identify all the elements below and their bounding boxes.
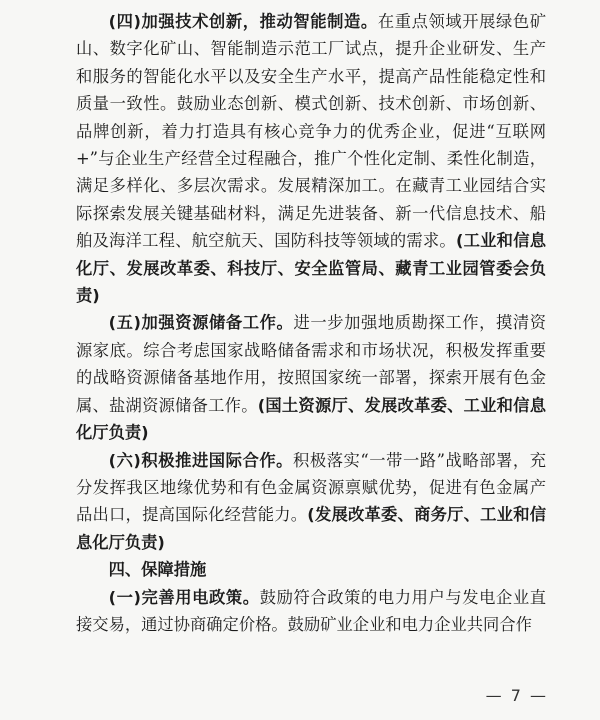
document-body (76, 8, 546, 638)
section-5-body: 进一步加强地质勘探工作，摸清资源家底。综合考虑国家战略储备需求和市场状况，积极发挥重要的战略资源储备基地作用，按照国家统一部署，探索开展有色金属、盐湖资源储备工作。 (76, 313, 546, 415)
power-policy-lead: (一)完善用电政策。 (108, 587, 260, 607)
section-4-responsibility: (工业和信息化厅、发展改革委、科技厅、安全监管局、藏青工业园管委会负责) (76, 231, 546, 306)
section-6-lead: (六)积极推进国际合作。 (108, 450, 294, 470)
section-5-lead: (五)加强资源储备工作。 (108, 313, 294, 333)
section-5-paragraph (76, 309, 546, 446)
power-policy-paragraph (76, 584, 546, 639)
section-4-paragraph (76, 8, 546, 309)
section-5-responsibility: (国土资源厅、发展改革委、工业和信息化厅负责) (76, 395, 546, 443)
power-policy-body: 鼓励符合政策的电力用户与发电企业直接交易，通过协商确定价格。鼓励矿业企业和电力企业共同合作 (76, 587, 546, 634)
section-heading: 四、保障措施 (108, 560, 207, 580)
section-6-body: 积极落实“一带一路”战略部署，充分发挥我区地缘优势和有色金属资源禀赋优势，促进有色金属产品出口，提高国际化经营能力。 (76, 450, 546, 525)
page-number: — 7 — (485, 686, 548, 705)
section-4-lead: (四)加强技术创新，推动智能制造。 (108, 12, 378, 31)
section-6-paragraph (76, 447, 546, 557)
section-4-body: 在重点领域开展绿色矿山、数字化矿山、智能制造示范工厂试点，提升企业研发、生产和服务的智能化水平以及安全生产水平，提高产品性能稳定性和质量一致性。鼓励业态创新、模式创新、技术创新、市场创新、品牌创新，着力打造具有核心竞争力的优秀企业，促进“互联网+”与企业生产经营全过程融合，推广个性化定制、柔性化制造，满足多样化、多层次需求。发展精深加工。在藏青工业园结合实际探索发展关键基础材料，满足先进装备、新一代信息技术、船舶及海洋工程、航空航天、国防科技等领域的需求。 (76, 12, 546, 251)
section-6-responsibility: (发展改革委、商务厅、工业和信息化厅负责) (76, 505, 546, 552)
